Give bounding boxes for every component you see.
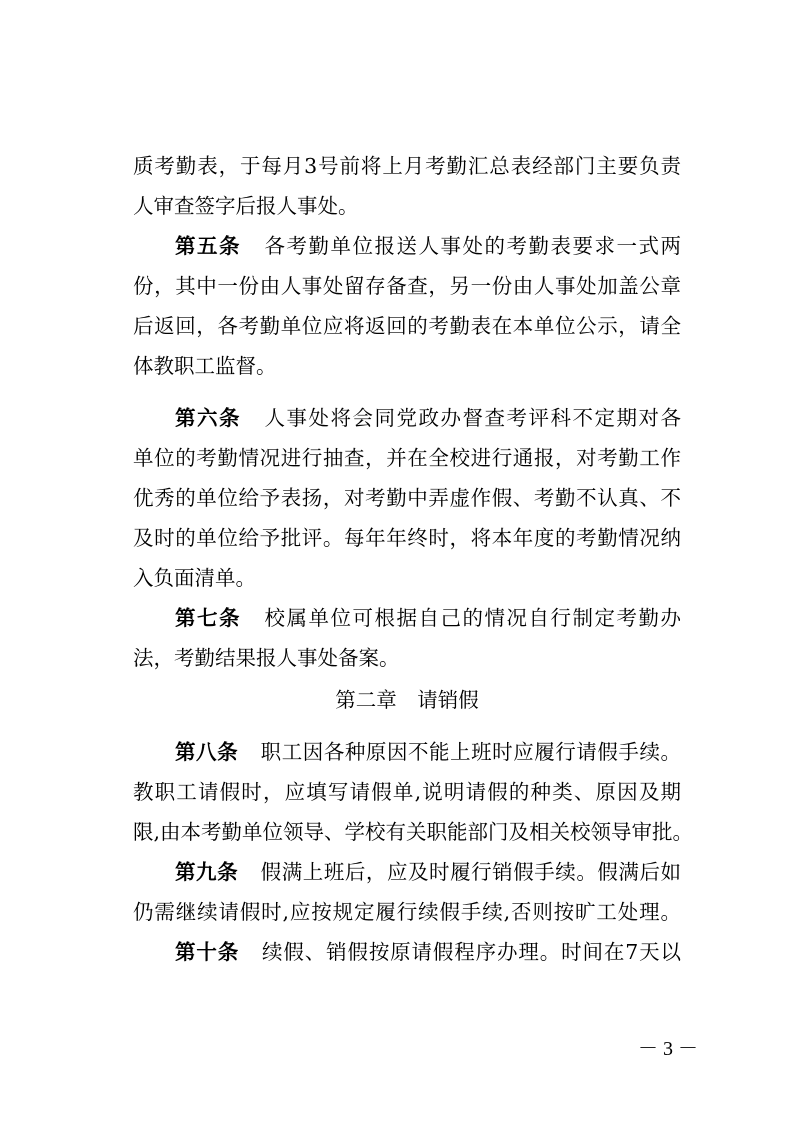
article-9-title: 第九条	[175, 860, 239, 884]
article-10-title: 第十条	[175, 940, 240, 964]
article-5-title: 第五条	[175, 234, 241, 258]
article-6-title: 第六条	[175, 406, 241, 430]
article-6-first-line	[175, 404, 681, 432]
article-7-title: 第七条	[175, 606, 241, 630]
article-9-first-line	[175, 858, 681, 886]
article-5-text: 各考勤单位报送人事处的考勤表要求一式两	[263, 234, 681, 258]
page-number: － 3 －	[638, 1038, 698, 1060]
paragraph-line: 单位的考勤情况进行抽查，并在全校进行通报，对考勤工作	[133, 446, 681, 470]
paragraph-line: 教职工请假时，应填写请假单,说明请假的种类、原因及期	[133, 780, 681, 804]
paragraph-line: 仍需继续请假时,应按规定履行续假手续,否则按旷工处理。	[133, 900, 681, 924]
paragraph-line: 份，其中一份由人事处留存备查，另一份由人事处加盖公章	[133, 274, 681, 298]
paragraph-line: 优秀的单位给予表扬，对考勤中弄虚作假、考勤不认真、不	[133, 486, 681, 510]
paragraph-line: 入负面清单。	[133, 566, 256, 590]
article-8-text: 职工因各种原因不能上班时应履行请假手续。	[260, 740, 682, 764]
article-8-first-line	[175, 738, 681, 766]
article-7-first-line	[175, 604, 681, 632]
article-5-first-line	[175, 232, 681, 260]
article-10-first-line	[175, 938, 681, 966]
paragraph-line: 限,由本考勤单位领导、学校有关职能部门及相关校领导审批。	[133, 820, 694, 844]
article-10-text: 续假、销假按原请假程序办理。时间在7天以	[261, 940, 682, 964]
paragraph-line: 人审查签字后报人事处。	[133, 194, 359, 218]
article-8-title: 第八条	[175, 740, 239, 764]
paragraph-line: 质考勤表，于每月3号前将上月考勤汇总表经部门主要负责	[133, 154, 681, 178]
paragraph-line: 后返回，各考勤单位应将返回的考勤表在本单位公示，请全	[133, 314, 681, 338]
article-7-text: 校属单位可根据自己的情况自行制定考勤办	[263, 606, 681, 630]
paragraph-line: 体教职工监督。	[133, 354, 277, 378]
article-9-text: 假满上班后，应及时履行销假手续。假满后如	[260, 860, 682, 884]
paragraph-line: 及时的单位给予批评。每年年终时，将本年度的考勤情况纳	[133, 526, 681, 550]
paragraph-line: 法，考勤结果报人事处备案。	[133, 646, 400, 670]
article-6-text: 人事处将会同党政办督查考评科不定期对各	[263, 406, 681, 430]
chapter-heading: 第二章 请销假	[335, 688, 479, 712]
